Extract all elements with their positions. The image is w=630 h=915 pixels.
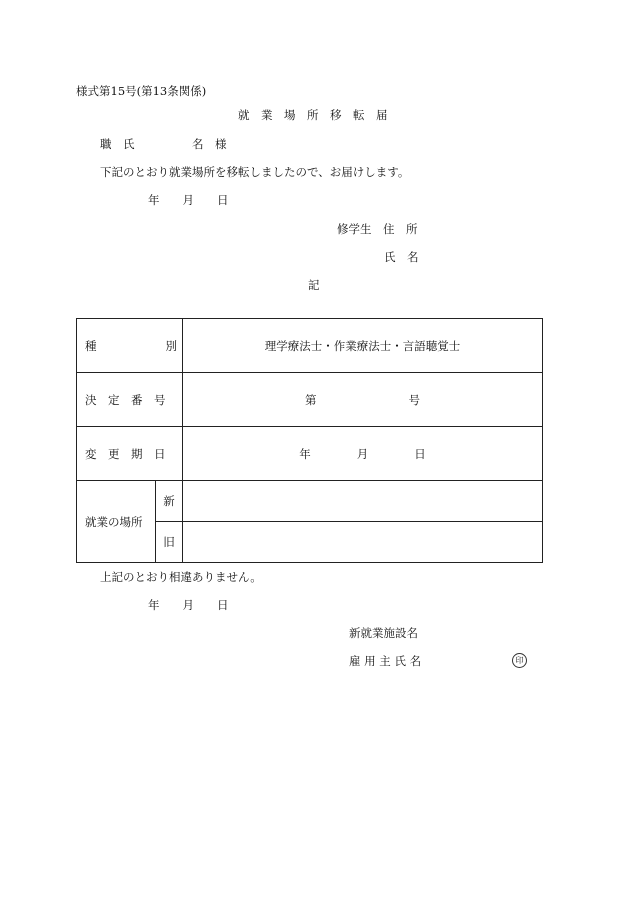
form-number: 様式第15号(第13条関係) (76, 84, 207, 98)
workplace-old-field[interactable] (183, 522, 543, 563)
facility-name-label: 新就業施設名 (349, 626, 418, 640)
ki-heading: 記 (308, 278, 320, 292)
workplace-label: 就業の場所 (77, 481, 156, 563)
addressee-line: 職 氏 名 様 (100, 137, 227, 151)
applicant-address-label: 修学生 住 所 (337, 222, 418, 236)
confirm-text: 上記のとおり相違ありません。 (100, 570, 262, 584)
table-row (77, 427, 543, 481)
decision-number-label: 決 定 番 号 (77, 373, 183, 427)
workplace-new-field[interactable] (183, 481, 543, 522)
type-label: 種 別 (77, 319, 183, 373)
change-date-value[interactable]: 年 月 日 (183, 427, 543, 481)
table-row (77, 481, 543, 522)
employer-name-label: 雇 用 主 氏 名 (349, 654, 422, 668)
workplace-new-label: 新 (156, 481, 183, 522)
date-line-bottom: 年 月 日 (148, 598, 229, 612)
body-text: 下記のとおり就業場所を移転しましたので、お届けします。 (100, 165, 410, 179)
table-row (77, 319, 543, 373)
form-title: 就 業 場 所 移 転 届 (238, 108, 388, 122)
seal-mark: 印 (512, 653, 527, 668)
workplace-old-label: 旧 (156, 522, 183, 563)
date-line-top: 年 月 日 (148, 193, 229, 207)
decision-number-value[interactable]: 第 号 (183, 373, 543, 427)
type-value: 理学療法士・作業療法士・言語聴覚士 (183, 319, 543, 373)
change-date-label: 変 更 期 日 (77, 427, 183, 481)
table-row (77, 373, 543, 427)
details-table (76, 318, 543, 563)
applicant-name-label: 氏 名 (384, 250, 419, 264)
